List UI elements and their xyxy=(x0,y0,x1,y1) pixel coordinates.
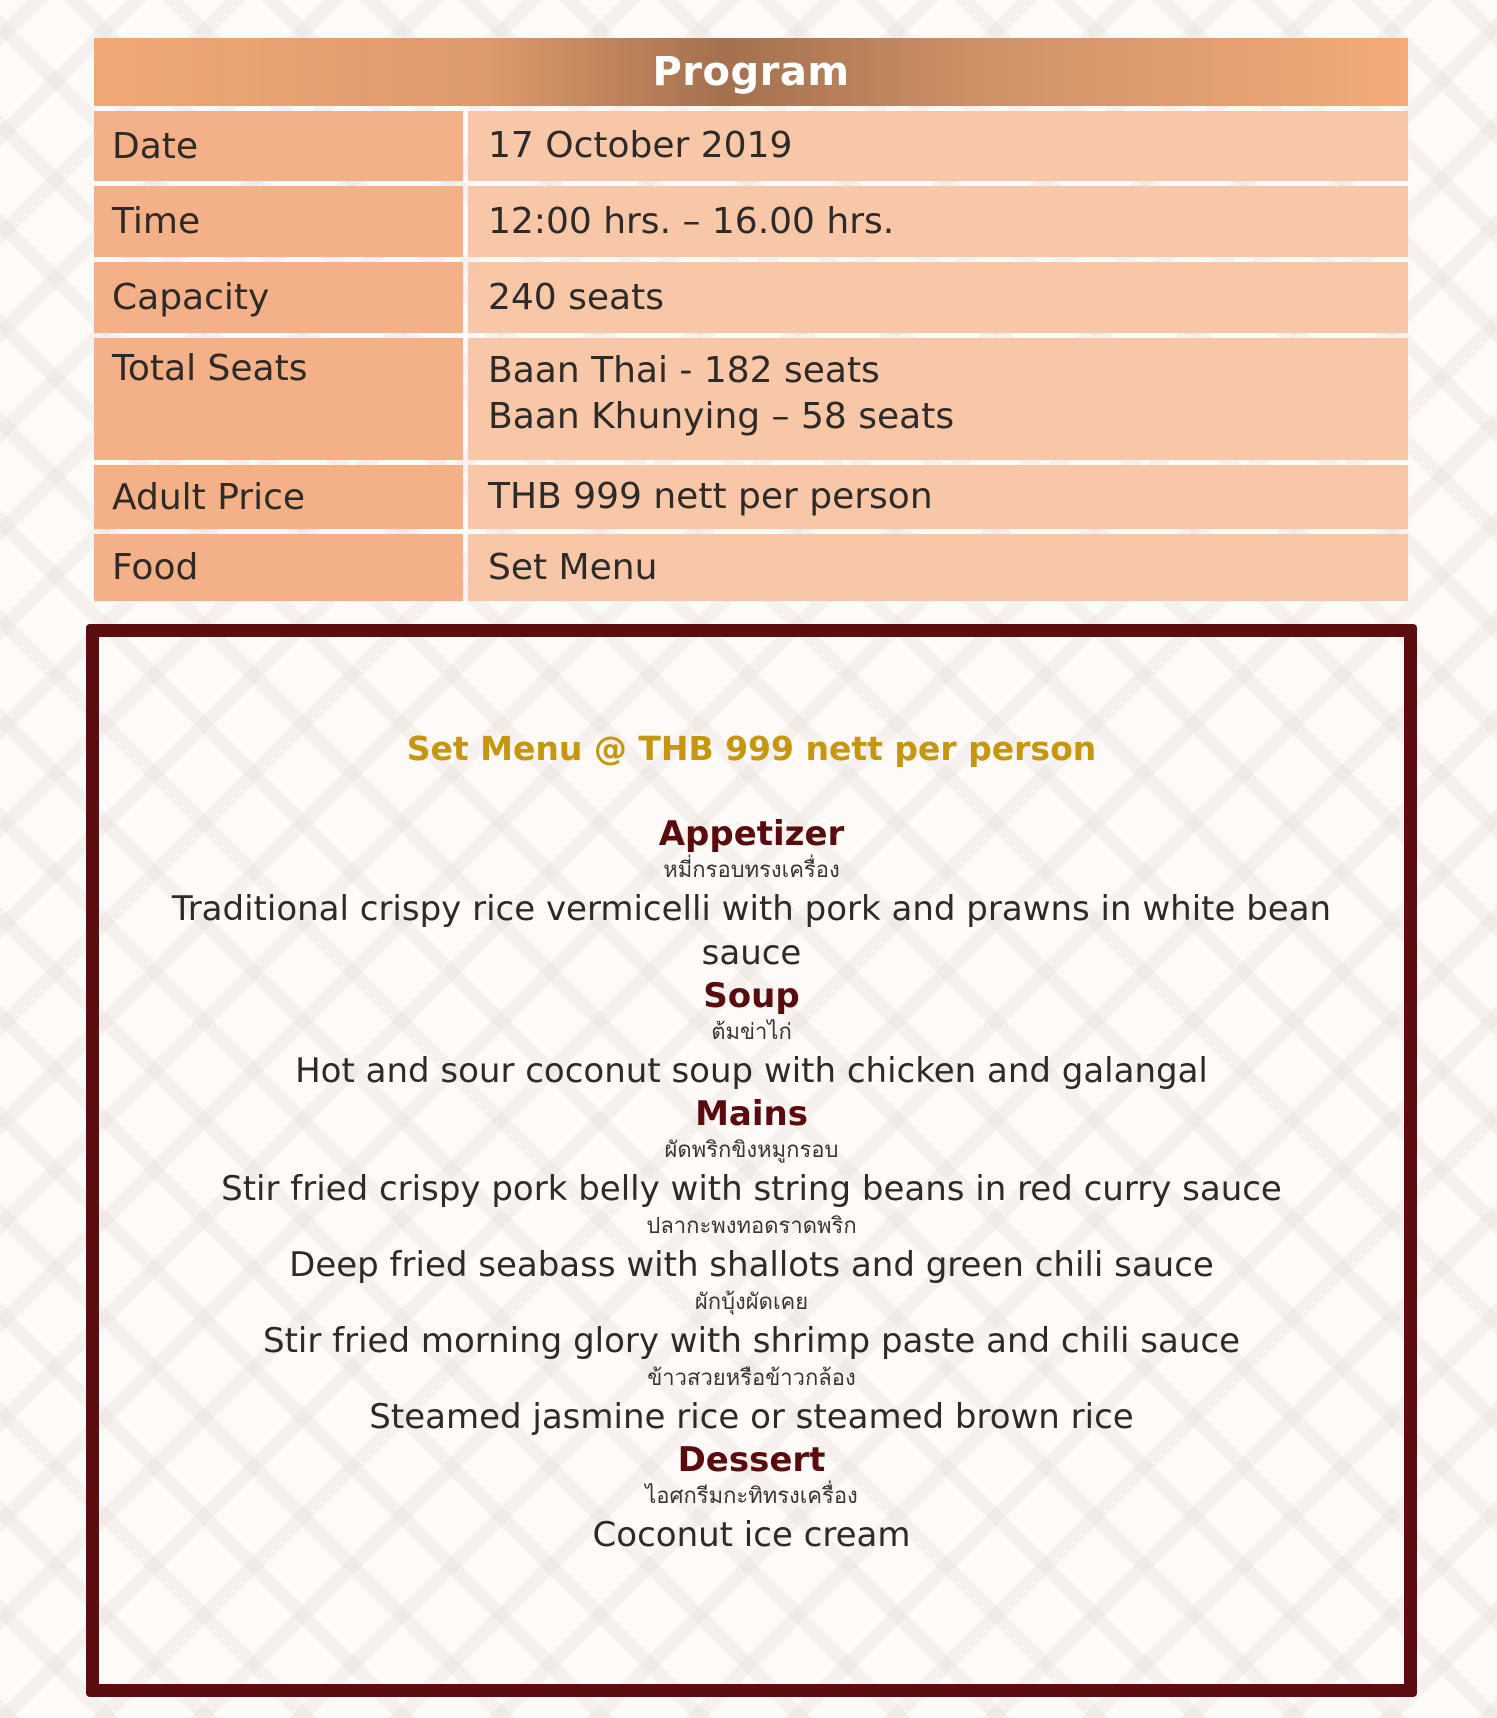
dish-description: Hot and sour coconut soup with chicken and galangal xyxy=(295,1051,1208,1091)
dish-description: Stir fried crispy pork belly with string beans in red curry sauce xyxy=(221,1169,1282,1209)
dish-thai-name: หมี่กรอบทรงเครื่อง xyxy=(663,858,840,883)
dish-thai-name: ปลากะพงทอดราดพริก xyxy=(646,1214,857,1239)
row-value: THB 999 nett per person xyxy=(468,465,1408,529)
seats-line-baan-khunying: Baan Khunying – 58 seats xyxy=(488,396,955,437)
row-label: Capacity xyxy=(94,262,463,333)
set-menu-box xyxy=(86,624,1417,1697)
row-label: Date xyxy=(94,111,463,181)
table-row xyxy=(94,338,1408,460)
program-table xyxy=(94,38,1408,601)
row-value xyxy=(468,338,1408,460)
dish-description: Steamed jasmine rice or steamed brown rice xyxy=(369,1397,1134,1437)
appetizer-heading: Appetizer xyxy=(658,814,845,854)
soup-heading: Soup xyxy=(703,976,800,1016)
row-label: Total Seats xyxy=(94,338,463,460)
dish-description: Deep fried seabass with shallots and green chili sauce xyxy=(289,1245,1214,1285)
dish-description: Traditional crispy rice vermicelli with pork and prawns in white bean sauce xyxy=(171,889,1332,973)
dish-description: Stir fried morning glory with shrimp paste and chili sauce xyxy=(262,1321,1241,1361)
table-row xyxy=(94,534,1408,601)
table-row xyxy=(94,186,1408,257)
seats-line-baan-thai: Baan Thai - 182 seats xyxy=(488,350,880,391)
row-label: Adult Price xyxy=(94,465,463,529)
table-row xyxy=(94,465,1408,529)
table-row xyxy=(94,262,1408,333)
mains-heading: Mains xyxy=(695,1094,808,1134)
dish-thai-name: ต้มข่าไก่ xyxy=(711,1020,792,1045)
dish-thai-name: ผัดพริกขิงหมูกรอบ xyxy=(664,1138,839,1163)
table-row xyxy=(94,111,1408,181)
row-label: Food xyxy=(94,534,463,601)
set-menu-title: Set Menu @ THB 999 nett per person xyxy=(406,729,1097,768)
dish-thai-name: ไอศกรีมกะทิทรงเครื่อง xyxy=(645,1484,858,1509)
dish-thai-name: ข้าวสวยหรือข้าวกล้อง xyxy=(647,1366,856,1391)
program-header: Program xyxy=(94,38,1408,106)
dish-description: Coconut ice cream xyxy=(592,1515,911,1555)
row-value: Set Menu xyxy=(468,534,1408,601)
dessert-heading: Dessert xyxy=(677,1440,826,1480)
row-label: Time xyxy=(94,186,463,257)
menu-content xyxy=(99,813,1404,1557)
row-value: 240 seats xyxy=(468,262,1408,333)
row-value: 17 October 2019 xyxy=(468,111,1408,181)
row-value: 12:00 hrs. – 16.00 hrs. xyxy=(468,186,1408,257)
dish-thai-name: ผักบุ้งผัดเคย xyxy=(694,1290,809,1315)
